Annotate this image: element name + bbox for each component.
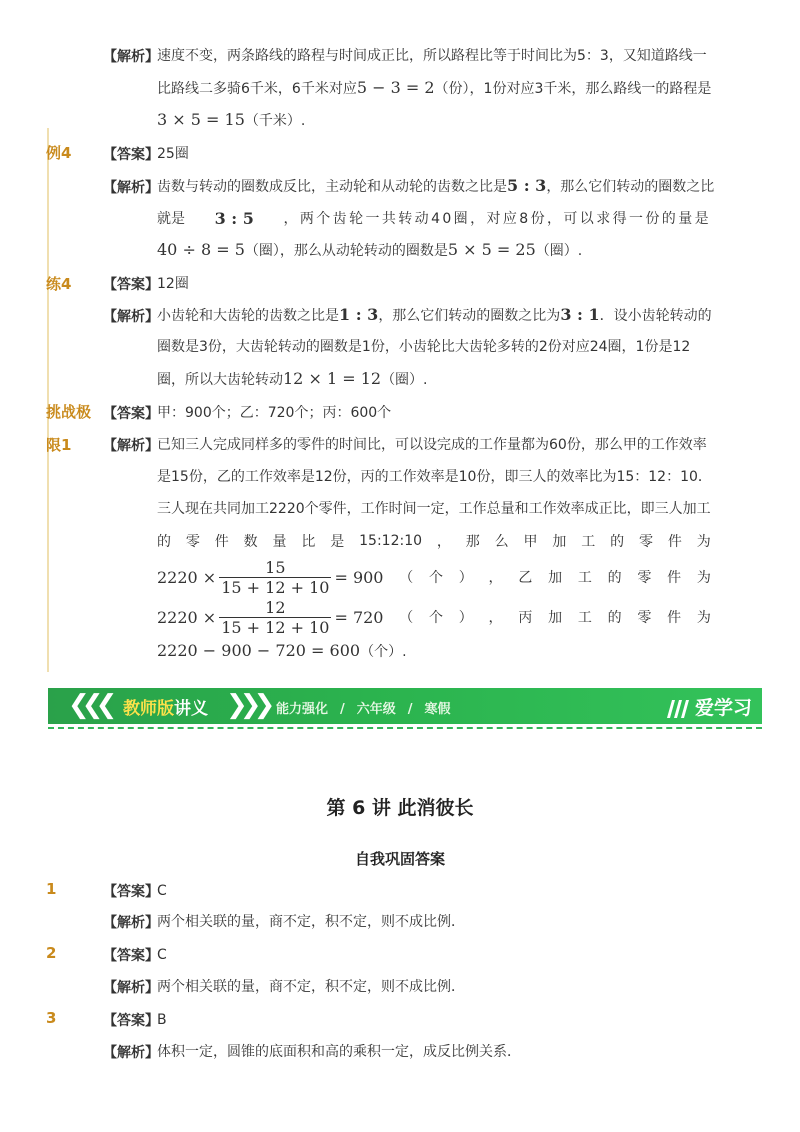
analysis-text: 体积一定，圆锥的底面积和高的乘积一定，成反比例关系． xyxy=(157,1044,521,1060)
analysis-text: 圈数是3份，大齿轮转动的圈数是1份，小齿轮比大齿轮多转的2份对应24圈，1份是12 xyxy=(157,339,691,355)
answer-tag: 【答案】 xyxy=(103,884,159,900)
analysis-tag: 【解析】 xyxy=(103,915,159,931)
answer-value: 25圈 xyxy=(157,146,189,162)
answer-tag: 【答案】 xyxy=(103,1013,159,1029)
challenge-label-cont: 限1 xyxy=(46,436,72,454)
page-footer-banner xyxy=(48,688,762,724)
answer-tag: 【答案】 xyxy=(103,277,159,293)
fraction: $\frac{15}{15 + 12 + 10}$ xyxy=(221,557,330,597)
analysis-text: 齿数与转动的圈数成反比，主动轮和从动轮的齿数之比是5 : 3，那么它们转动的圈数之比 xyxy=(157,176,715,195)
analysis-text: 的 零 件 数 量 比 是 15:12:10 ， 那 么 甲 加 工 的 零 件 为 xyxy=(157,533,711,550)
chevron-left-icon: ❮❮❮ xyxy=(68,690,110,720)
answer-value: B xyxy=(157,1012,167,1028)
analysis-text: 两个相关联的量，商不定，积不定，则不成比例． xyxy=(157,914,465,930)
analysis-tag: 【解析】 xyxy=(103,980,159,996)
analysis-text: 速度不变，两条路线的路程与时间成正比，所以路程比等于时间比为5：3，又知道路线一 xyxy=(157,48,707,64)
analysis-text: 比路线二多骑6千米，6千米对应5 − 3 = 2（份），1份对应3千米，那么路线一的路程是 xyxy=(157,78,712,97)
analysis-text: 3 × 5 = 15（千米）. xyxy=(157,110,306,129)
brand-logo: 爱学习 xyxy=(665,693,752,720)
answer-value: 甲：900个；乙：720个；丙：600个 xyxy=(157,405,392,421)
section-subtitle: 自我巩固答案 xyxy=(354,850,445,868)
example-label: 例4 xyxy=(46,144,72,162)
analysis-text: 40 ÷ 8 = 5（圈），那么从动轮转动的圈数是5 × 5 = 25（圈）. xyxy=(157,240,583,259)
analysis-tag: 【解析】 xyxy=(103,180,159,196)
analysis-text: 2220 − 900 − 720 = 600（个）. xyxy=(157,641,407,660)
lecture-title: 第 6 讲 此消彼长 xyxy=(326,797,474,819)
analysis-text: 三人现在共同加工2220个零件，工作时间一定，工作总量和工作效率成正比，即三人加工 xyxy=(157,501,711,517)
analysis-tag: 【解析】 xyxy=(103,438,159,454)
analysis-text: 是15份，乙的工作效率是12份，丙的工作效率是10份，即三人的效率比为15：12：10． xyxy=(157,469,712,485)
analysis-tag: 【解析】 xyxy=(103,1045,159,1061)
practice-label: 练4 xyxy=(46,275,72,293)
question-number: 3 xyxy=(46,1009,57,1027)
analysis-text: 就是 3 : 5 ，两个齿轮一共转动40圈，对应8份，可以求得一份的量是 xyxy=(157,208,711,228)
analysis-tag: 【解析】 xyxy=(103,309,159,325)
question-number: 1 xyxy=(46,880,57,898)
answer-value: C xyxy=(157,947,167,963)
analysis-text: 小齿轮和大齿轮的齿数之比是1 : 3，那么它们转动的圈数之比为3 : 1．设小齿轮转动的 xyxy=(157,305,712,324)
answer-tag: 【答案】 xyxy=(103,948,159,964)
answer-tag: 【答案】 xyxy=(103,147,159,163)
analysis-tag: 【解析】 xyxy=(103,49,159,65)
analysis-text: 已知三人完成同样多的零件的时间比，可以设完成的工作量都为60份，那么甲的工作效率 xyxy=(157,437,707,453)
answer-value: C xyxy=(157,883,167,899)
fraction-line: 2220 × $\frac{15}{15 + 12 + 10}$ = 900 （ 个 ） ， 乙 加 工 的 零 件 为 xyxy=(157,557,711,597)
aixuexi-logo-icon xyxy=(665,698,691,720)
question-number: 2 xyxy=(46,944,57,962)
fraction-line: 2220 × $\frac{12}{15 + 12 + 10}$ = 720 （ 个 ） ， 丙 加 工 的 零 件 为 xyxy=(157,597,711,637)
banner-title: 教师版讲义 xyxy=(123,699,208,719)
challenge-label: 挑战极 xyxy=(46,403,92,421)
left-accent-bar xyxy=(47,128,49,672)
answer-value: 12圈 xyxy=(157,276,189,292)
answer-tag: 【答案】 xyxy=(103,406,159,422)
banner-dashed-rule xyxy=(48,727,762,729)
analysis-text: 圈，所以大齿轮转动12 × 1 = 12（圈）. xyxy=(157,369,428,388)
breadcrumb: 能力强化 / 六年级 / 寒假 xyxy=(276,702,451,717)
chevron-right-icon: ❯❯❯ xyxy=(226,690,268,720)
analysis-text: 两个相关联的量，商不定，积不定，则不成比例． xyxy=(157,979,465,995)
fraction: $\frac{12}{15 + 12 + 10}$ xyxy=(221,597,330,637)
